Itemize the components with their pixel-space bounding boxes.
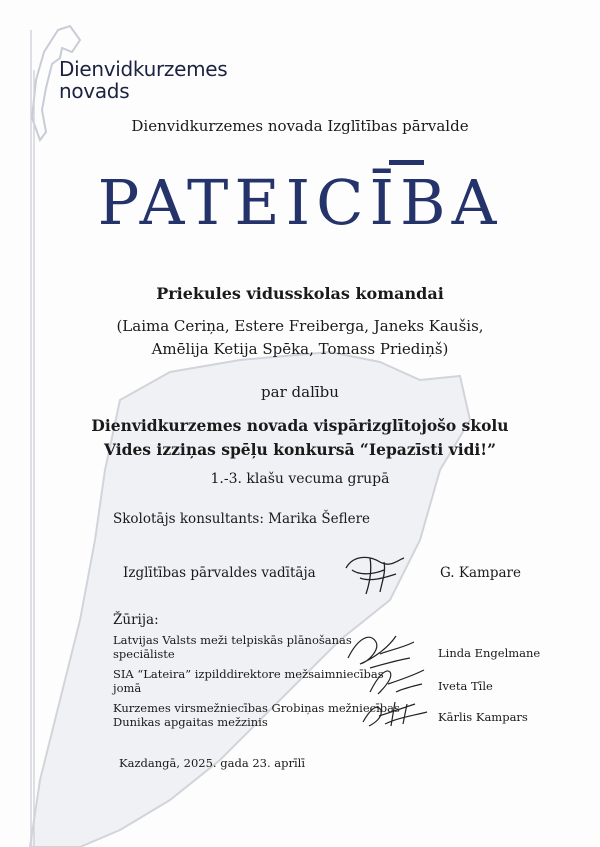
- logo-line-2: novads: [59, 79, 130, 103]
- age-group: 1.-3. klašu vecuma grupā: [210, 471, 390, 487]
- issuer-name: Dienvidkurzemes novada Izglītības pārvalde: [131, 117, 469, 135]
- jury-signature-2: [360, 662, 430, 700]
- jury-role-3-line-2: Dunikas apgaitas mežzinis: [113, 715, 268, 729]
- logo-wordmark: [59, 58, 227, 102]
- jury-role-1: [113, 633, 352, 661]
- jury-signature-3: [355, 698, 435, 730]
- head-title: Izglītības pārvaldes vadītāja: [123, 565, 316, 581]
- team-members-line-2: Amēlija Ketija Spēka, Tomass Priediņš): [151, 340, 449, 358]
- head-name: G. Kampare: [440, 565, 521, 581]
- place-and-date: Kazdangā, 2025. gada 23. aprīlī: [119, 756, 306, 770]
- jury-role-3-line-1: Kurzemes virsmežniecības Grobiņas mežniecības: [113, 701, 400, 715]
- document-title: PATEICĪBA: [97, 166, 503, 239]
- jury-name-3: Kārlis Kampars: [438, 710, 528, 724]
- team-members-line-1: (Laima Ceriņa, Estere Freiberga, Janeks Kaušis,: [116, 317, 484, 335]
- head-signature: [340, 548, 410, 598]
- jury-name-2: Iveta Tīle: [438, 679, 493, 693]
- logo-line-1: Dienvidkurzemes: [59, 57, 228, 81]
- recipient: Priekules vidusskolas komandai: [156, 284, 444, 303]
- contest-line-2: Vides izziņas spēļu konkursā “Iepazīsti vidi!”: [103, 440, 497, 459]
- jury-name-1: Linda Engelmane: [438, 646, 541, 660]
- jury-role-2-line-2: jomā: [113, 681, 142, 695]
- jury-heading: Žūrija:: [113, 612, 159, 628]
- teacher-consultant: Skolotājs konsultants: Marika Šeflere: [113, 511, 371, 527]
- logo-stripes: [30, 30, 36, 847]
- jury-role-1-line-1: Latvijas Valsts meži telpiskās plānošanas: [113, 633, 352, 647]
- for-text: par dalību: [261, 383, 339, 401]
- title-macron: [389, 160, 424, 165]
- contest-line-1: Dienvidkurzemes novada vispārizglītojošo skolu: [91, 416, 509, 435]
- jury-role-2-line-1: SIA “Lateira” izpilddirektore mežsaimniecības: [113, 667, 384, 681]
- jury-role-1-line-2: speciāliste: [113, 647, 175, 661]
